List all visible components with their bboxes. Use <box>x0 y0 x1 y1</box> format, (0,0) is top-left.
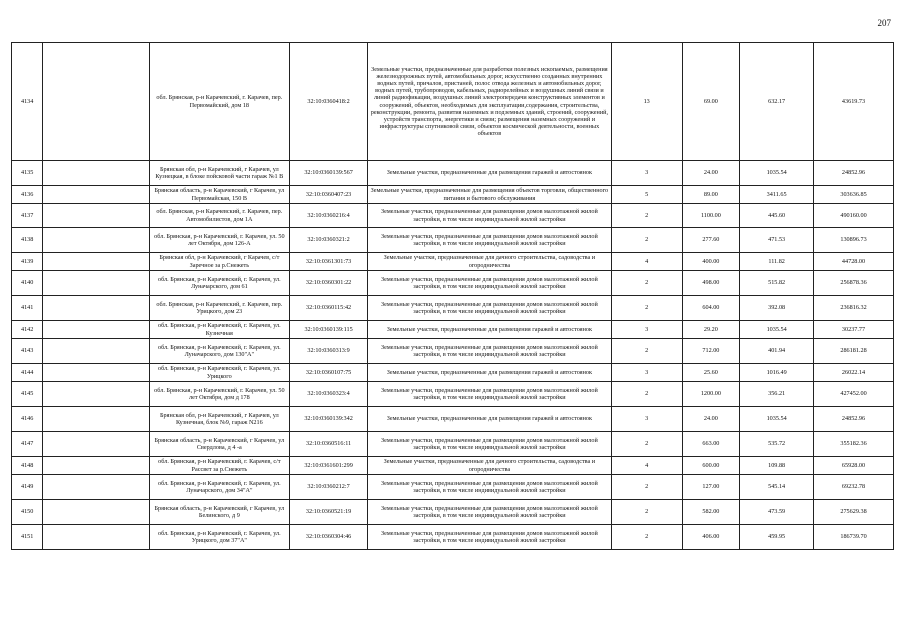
cadastral-value-cell: 30237.77 <box>814 321 894 339</box>
row-number: 4134 <box>12 43 43 161</box>
permitted-use-cell: Земельные участки, предназначенные для размещения объектов торговли, общественного питания и бытового обслуживания <box>368 186 612 204</box>
table-row <box>12 321 894 339</box>
cadastral-value-cell: 256878.36 <box>814 271 894 296</box>
specific-value-cell: 1035.54 <box>740 407 814 432</box>
address-cell: обл. Брянская, р-н Карачевский, г. Карачев, пер. Автомобилистов, дом 1А <box>149 204 290 228</box>
cadastral-value-cell: 44728.00 <box>814 253 894 271</box>
row-number: 4142 <box>12 321 43 339</box>
row-number: 4143 <box>12 339 43 364</box>
table-body <box>12 43 894 550</box>
use-group-cell: 3 <box>611 321 682 339</box>
permitted-use-cell: Земельные участки, предназначенные для размещения домов малоэтажной жилой застройки, в том числе индивидуальной жилой застройки <box>368 382 612 407</box>
row-number: 4140 <box>12 271 43 296</box>
address-cell: обл. Брянская, р-н Карачевский, г. Карачев, ул. Луначарского, дом 34"А" <box>149 475 290 500</box>
use-group-cell: 2 <box>611 432 682 457</box>
empty-cell <box>43 228 149 253</box>
row-number: 4150 <box>12 500 43 525</box>
row-number: 4146 <box>12 407 43 432</box>
use-group-cell: 2 <box>611 228 682 253</box>
permitted-use-cell: Земельные участки, предназначенные для дачного строительства, садоводства и огородничества <box>368 457 612 475</box>
specific-value-cell: 545.14 <box>740 475 814 500</box>
row-number: 4145 <box>12 382 43 407</box>
empty-cell <box>43 364 149 382</box>
cadastral-value-cell: 69232.78 <box>814 475 894 500</box>
specific-value-cell: 1035.54 <box>740 161 814 186</box>
use-group-cell: 2 <box>611 500 682 525</box>
cadastral-number-cell: 32:10:0360521:19 <box>290 500 368 525</box>
empty-cell <box>43 382 149 407</box>
address-cell: обл. Брянская, р-н Карачевский, г. Карачев, ул. Луначарского, дом 130"А" <box>149 339 290 364</box>
use-group-cell: 2 <box>611 382 682 407</box>
area-cell: 24.00 <box>682 407 740 432</box>
table-row <box>12 339 894 364</box>
cadastral-number-cell: 32:10:0360407:23 <box>290 186 368 204</box>
area-cell: 69.00 <box>682 43 740 161</box>
cadastral-value-cell: 24852.96 <box>814 161 894 186</box>
empty-cell <box>43 271 149 296</box>
table-row <box>12 457 894 475</box>
permitted-use-cell: Земельные участки, предназначенные для размещения домов малоэтажной жилой застройки, в том числе индивидуальной жилой застройки <box>368 296 612 321</box>
permitted-use-cell: Земельные участки, предназначенные для размещения домов малоэтажной жилой застройки, в том числе индивидуальной жилой застройки <box>368 271 612 296</box>
permitted-use-cell: Земельные участки, предназначенные для размещения домов малоэтажной жилой застройки, в том числе индивидуальной жилой застройки <box>368 228 612 253</box>
specific-value-cell: 515.82 <box>740 271 814 296</box>
cadastral-number-cell: 32:10:0360115:42 <box>290 296 368 321</box>
specific-value-cell: 111.82 <box>740 253 814 271</box>
area-cell: 406.00 <box>682 525 740 550</box>
table-row <box>12 407 894 432</box>
area-cell: 498.00 <box>682 271 740 296</box>
empty-cell <box>43 475 149 500</box>
area-cell: 712.00 <box>682 339 740 364</box>
specific-value-cell: 473.59 <box>740 500 814 525</box>
address-cell: Брянская обл, р-н Карачевский, г Карачев, ул Кузнецкая, в блоке пойсковой части гараж №1 В <box>149 161 290 186</box>
row-number: 4151 <box>12 525 43 550</box>
permitted-use-cell: Земельные участки, предназначенные для размещения гаражей и автостоянок <box>368 321 612 339</box>
specific-value-cell: 356.21 <box>740 382 814 407</box>
empty-cell <box>43 525 149 550</box>
address-cell: обл. Брянская, р-н Карачевский, г. Карачев, ул. Луначарского, дом 61 <box>149 271 290 296</box>
address-cell: Брянская область, р-н Карачевский, г Карачев, ул Свердлова, д 4 -а <box>149 432 290 457</box>
permitted-use-cell: Земельные участки, предназначенные для размещения гаражей и автостоянок <box>368 407 612 432</box>
cadastral-number-cell: 32:10:0360107:75 <box>290 364 368 382</box>
permitted-use-cell: Земельные участки, предназначенные для размещения домов малоэтажной жилой застройки, в том числе индивидуальной жилой застройки <box>368 339 612 364</box>
use-group-cell: 5 <box>611 186 682 204</box>
empty-cell <box>43 186 149 204</box>
use-group-cell: 3 <box>611 407 682 432</box>
use-group-cell: 2 <box>611 525 682 550</box>
cadastral-number-cell: 32:10:0360216:4 <box>290 204 368 228</box>
address-cell: Брянская область, р-н Карачевский, г Карачев, ул Белинского, д 9 <box>149 500 290 525</box>
cadastral-value-cell: 427452.00 <box>814 382 894 407</box>
cadastral-number-cell: 32:10:0360418:2 <box>290 43 368 161</box>
permitted-use-cell: Земельные участки, предназначенные для размещения гаражей и автостоянок <box>368 161 612 186</box>
area-cell: 25.60 <box>682 364 740 382</box>
table-row <box>12 296 894 321</box>
use-group-cell: 4 <box>611 457 682 475</box>
use-group-cell: 2 <box>611 296 682 321</box>
empty-cell <box>43 161 149 186</box>
empty-cell <box>43 204 149 228</box>
specific-value-cell: 632.17 <box>740 43 814 161</box>
use-group-cell: 4 <box>611 253 682 271</box>
row-number: 4144 <box>12 364 43 382</box>
area-cell: 400.00 <box>682 253 740 271</box>
specific-value-cell: 1035.54 <box>740 321 814 339</box>
area-cell: 277.60 <box>682 228 740 253</box>
area-cell: 29.20 <box>682 321 740 339</box>
empty-cell <box>43 339 149 364</box>
table-row <box>12 525 894 550</box>
table-row <box>12 43 894 161</box>
empty-cell <box>43 296 149 321</box>
cadastral-number-cell: 32:10:0360321:2 <box>290 228 368 253</box>
row-number: 4137 <box>12 204 43 228</box>
area-cell: 89.00 <box>682 186 740 204</box>
permitted-use-cell: Земельные участки, предназначенные для размещения гаражей и автостоянок <box>368 364 612 382</box>
specific-value-cell: 401.94 <box>740 339 814 364</box>
address-cell: обл. Брянская, р-н Карачевский, г. Карачев, пер. Урицкого, дом 23 <box>149 296 290 321</box>
empty-cell <box>43 321 149 339</box>
row-number: 4139 <box>12 253 43 271</box>
empty-cell <box>43 432 149 457</box>
address-cell: Брянская область, р-н Карачевский, г Карачев, ул Первомайская, 150 В <box>149 186 290 204</box>
area-cell: 600.00 <box>682 457 740 475</box>
cadastral-value-cell: 355182.36 <box>814 432 894 457</box>
cadastral-value-cell: 24852.96 <box>814 407 894 432</box>
cadastral-value-cell: 43619.73 <box>814 43 894 161</box>
table-row <box>12 500 894 525</box>
table-row <box>12 432 894 457</box>
empty-cell <box>43 253 149 271</box>
area-cell: 582.00 <box>682 500 740 525</box>
use-group-cell: 3 <box>611 364 682 382</box>
use-group-cell: 3 <box>611 161 682 186</box>
cadastral-number-cell: 32:10:0360304:46 <box>290 525 368 550</box>
specific-value-cell: 1016.49 <box>740 364 814 382</box>
cadastral-number-cell: 32:10:0361301:73 <box>290 253 368 271</box>
address-cell: обл. Брянская, р-н Карачевский, г. Карачев, пер. Первомайский, дом 18 <box>149 43 290 161</box>
specific-value-cell: 392.08 <box>740 296 814 321</box>
specific-value-cell: 109.88 <box>740 457 814 475</box>
permitted-use-cell: Земельные участки, предназначенные для разработки полезных ископаемых, размещения железнодорожных путей, автомобильных дорог, искусственно созданных внутренних водных путей, причалов, пристаней, полос отвода железных и автомобильных дорог, водных путей, трубопроводов, кабельных, радиорелейных и воздушных линий связи и линий радиофикации, воздушных линий электропередачи конструктивных элементов и сооружений, объектов, необходимых для эксплуатации,содержания, строительства, реконструкции, ремонта, развития наземных и подземных зданий, строений, сооружений, устройств транспорта, энергетики и связи; размещения наземных сооружений и инфраструктуры спутниковой связи, объектов космической деятельности, военных объектов <box>368 43 612 161</box>
cadastral-number-cell: 32:10:0360313:9 <box>290 339 368 364</box>
address-cell: Брянская обл, р-н Карачевский, г Карачев, с/т Заречное за р.Снежеть <box>149 253 290 271</box>
empty-cell <box>43 457 149 475</box>
cadastral-number-cell: 32:10:0360139:567 <box>290 161 368 186</box>
cadastral-value-cell: 303636.85 <box>814 186 894 204</box>
address-cell: обл. Брянская, р-н Карачевский, г. Карачев, с/т Рассвет за р.Снежеть <box>149 457 290 475</box>
table-row <box>12 204 894 228</box>
cadastral-value-cell: 186739.70 <box>814 525 894 550</box>
cadastral-number-cell: 32:10:0360139:342 <box>290 407 368 432</box>
empty-cell <box>43 500 149 525</box>
table-row <box>12 253 894 271</box>
table-row <box>12 382 894 407</box>
address-cell: обл. Брянская, р-н Карачевский, г. Карачев, ул. 50 лет Октября, дом д 178 <box>149 382 290 407</box>
row-number: 4149 <box>12 475 43 500</box>
area-cell: 604.00 <box>682 296 740 321</box>
row-number: 4138 <box>12 228 43 253</box>
cadastral-number-cell: 32:10:0361601:299 <box>290 457 368 475</box>
cadastral-value-cell: 130896.73 <box>814 228 894 253</box>
specific-value-cell: 471.53 <box>740 228 814 253</box>
cadastral-value-cell: 65928.00 <box>814 457 894 475</box>
cadastral-value-cell: 275629.38 <box>814 500 894 525</box>
permitted-use-cell: Земельные участки, предназначенные для размещения домов малоэтажной жилой застройки, в том числе индивидуальной жилой застройки <box>368 432 612 457</box>
row-number: 4148 <box>12 457 43 475</box>
table-row <box>12 228 894 253</box>
use-group-cell: 13 <box>611 43 682 161</box>
permitted-use-cell: Земельные участки, предназначенные для дачного строительства, садоводства и огородничества <box>368 253 612 271</box>
use-group-cell: 2 <box>611 271 682 296</box>
address-cell: Брянская обл, р-н Карачевский, г Карачев, ул Кузнечная, блок №9, гараж N216 <box>149 407 290 432</box>
row-number: 4135 <box>12 161 43 186</box>
area-cell: 1200.00 <box>682 382 740 407</box>
permitted-use-cell: Земельные участки, предназначенные для размещения домов малоэтажной жилой застройки, в том числе индивидуальной жилой застройки <box>368 204 612 228</box>
cadastral-value-table <box>11 42 894 550</box>
permitted-use-cell: Земельные участки, предназначенные для размещения домов малоэтажной жилой застройки, в том числе индивидуальной жилой застройки <box>368 475 612 500</box>
cadastral-value-cell: 286181.28 <box>814 339 894 364</box>
page-number: 207 <box>877 18 891 28</box>
area-cell: 663.00 <box>682 432 740 457</box>
cadastral-number-cell: 32:10:0360516:11 <box>290 432 368 457</box>
cadastral-number-cell: 32:10:0360139:115 <box>290 321 368 339</box>
cadastral-number-cell: 32:10:0360212:7 <box>290 475 368 500</box>
cadastral-number-cell: 32:10:0360323:4 <box>290 382 368 407</box>
row-number: 4136 <box>12 186 43 204</box>
address-cell: обл. Брянская, р-н Карачевский, г. Карачев, ул. 50 лет Октября, дом 126-А <box>149 228 290 253</box>
area-cell: 24.00 <box>682 161 740 186</box>
cadastral-value-cell: 236816.32 <box>814 296 894 321</box>
cadastral-value-cell: 490160.00 <box>814 204 894 228</box>
empty-cell <box>43 407 149 432</box>
cadastral-value-cell: 26022.14 <box>814 364 894 382</box>
specific-value-cell: 3411.65 <box>740 186 814 204</box>
table-row <box>12 475 894 500</box>
empty-cell <box>43 43 149 161</box>
specific-value-cell: 445.60 <box>740 204 814 228</box>
use-group-cell: 2 <box>611 204 682 228</box>
use-group-cell: 2 <box>611 339 682 364</box>
address-cell: обл. Брянская, р-н Карачевский, г. Карачев, ул. Кузнечная <box>149 321 290 339</box>
specific-value-cell: 459.95 <box>740 525 814 550</box>
use-group-cell: 2 <box>611 475 682 500</box>
permitted-use-cell: Земельные участки, предназначенные для размещения домов малоэтажной жилой застройки, в том числе индивидуальной жилой застройки <box>368 525 612 550</box>
row-number: 4147 <box>12 432 43 457</box>
table-row <box>12 186 894 204</box>
area-cell: 127.00 <box>682 475 740 500</box>
address-cell: обл. Брянская, р-н Карачевский, г. Карачев, ул. Урицкого <box>149 364 290 382</box>
area-cell: 1100.00 <box>682 204 740 228</box>
table-row <box>12 271 894 296</box>
table-row <box>12 364 894 382</box>
row-number: 4141 <box>12 296 43 321</box>
address-cell: обл. Брянская, р-н Карачевский, г. Карачев, ул. Урицкого, дом 37"А" <box>149 525 290 550</box>
table-row <box>12 161 894 186</box>
permitted-use-cell: Земельные участки, предназначенные для размещения домов малоэтажной жилой застройки, в том числе индивидуальной жилой застройки <box>368 500 612 525</box>
cadastral-number-cell: 32:10:0360301:22 <box>290 271 368 296</box>
specific-value-cell: 535.72 <box>740 432 814 457</box>
